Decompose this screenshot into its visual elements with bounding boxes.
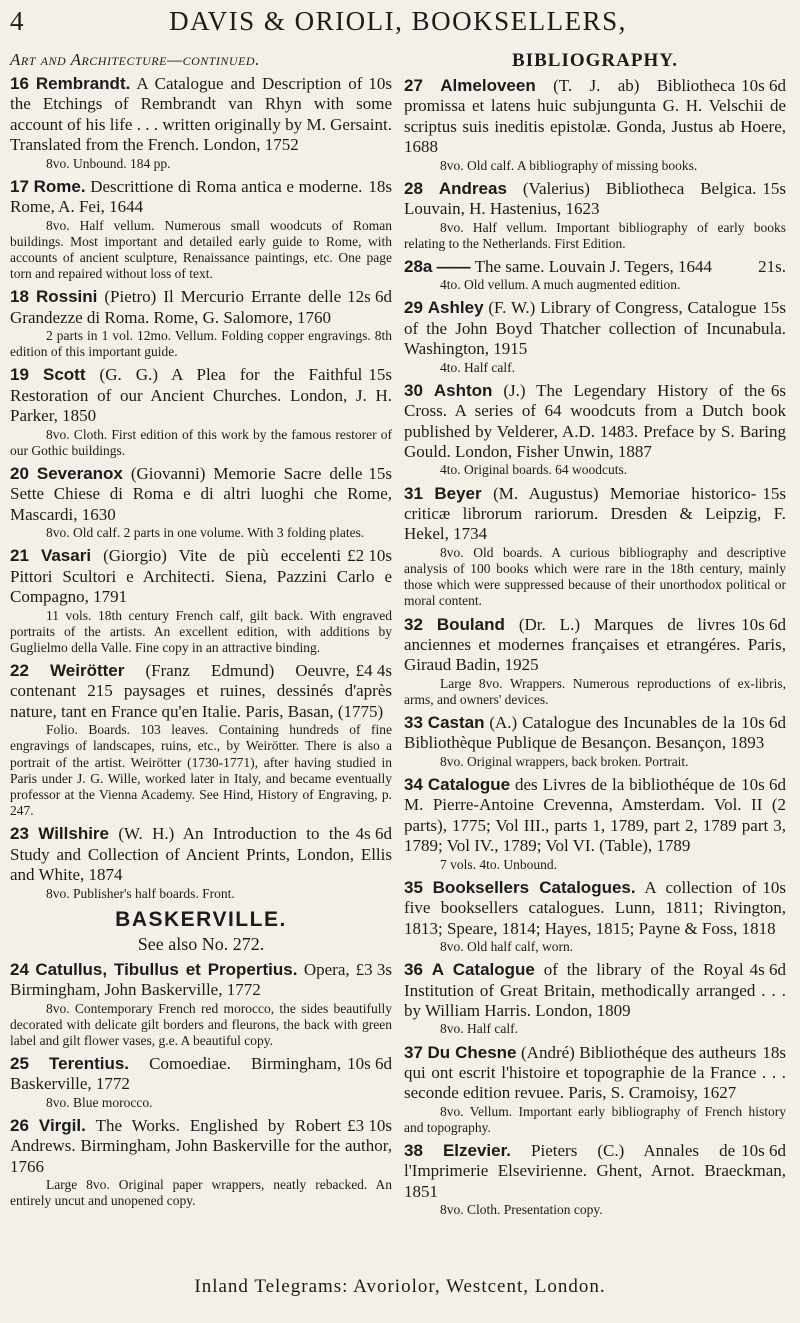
entry-number: 28a xyxy=(404,256,433,276)
entry-main xyxy=(10,177,392,218)
entry-key: Severanox xyxy=(36,463,123,483)
section-title-baskerville: BASKERVILLE. xyxy=(115,907,287,931)
entry-main xyxy=(10,464,392,525)
entry-key: Du Chesne xyxy=(427,1042,517,1062)
entry-note: 8vo. Publisher's half boards. Front. xyxy=(46,885,235,901)
catalogue-entry xyxy=(10,960,392,1049)
entry-note: 2 parts in 1 vol. 12mo. Vellum. Folding copper engravings. 8th edition of this important guide. xyxy=(10,328,392,360)
catalogue-entry xyxy=(10,1054,392,1111)
entry-text: (J.) The Legendary History of the Cross. A series of 64 woodcuts from a Dutch book published by Velderer, A.D. 1483. Preface by S. Baring Gould. London, Fisher Unwin, 1887 xyxy=(404,380,786,462)
entry-main xyxy=(10,74,392,156)
entry-number: 33 xyxy=(404,713,423,733)
entry-main xyxy=(404,381,786,463)
entry-note: Large 8vo. Original paper wrappers, neatly rebacked. An entirely uncut and unopened copy. xyxy=(10,1177,392,1209)
entry-text: Comoediae. Birmingham, Baskerville, 1772 xyxy=(10,1054,342,1094)
catalogue-entry xyxy=(404,775,786,873)
entry-price: 10s 6d xyxy=(741,76,786,95)
entry-price: £2 10s xyxy=(347,546,392,566)
entry-price: 10s xyxy=(368,74,392,93)
entry-note: 8vo. Old calf. 2 parts in one volume. With 3 folding plates. xyxy=(46,525,365,541)
catalogue-entry xyxy=(404,878,786,955)
entry-price: 15s xyxy=(762,298,786,318)
left-column-heading: Art and Architecture—continued. xyxy=(10,50,260,69)
entry-main xyxy=(404,615,786,676)
entry-text: (W. H.) An Introduction to the Study and Collection of Ancient Prints, London, Ellis and White, 1874 xyxy=(10,824,392,885)
entry-key: Virgil. xyxy=(38,1116,86,1136)
entry-key: Ashton xyxy=(433,380,493,400)
entry-note: 11 vols. 18th century French calf, gilt back. With engraved portraits of the artists. An excellent edition, with additions by Guglielmo della Valle. Fine copy in an attractive binding. xyxy=(10,607,392,655)
entry-key: Rome. xyxy=(33,176,86,196)
entry-key: Catullus, Tibullus et Propertius. xyxy=(35,959,298,979)
entry-main xyxy=(404,298,786,359)
entry-text: The Works. Englished by Robert Andrews. Birmingham, John Baskerville for the author, 1766 xyxy=(10,1116,392,1176)
entry-number: 24 xyxy=(10,959,29,979)
entry-key: Rembrandt. xyxy=(35,74,131,93)
entry-price: 10s xyxy=(762,877,786,897)
catalogue-entry xyxy=(10,464,392,541)
entry-number: 26 xyxy=(10,1116,29,1136)
entry-note: 8vo. Cloth. First edition of this work by the famous restorer of our Gothic buildings. xyxy=(10,426,392,458)
entry-number: 22 xyxy=(10,661,29,681)
entry-key: Andreas xyxy=(438,178,507,198)
entry-key: —— xyxy=(436,256,471,276)
entry-price: 18s xyxy=(368,176,392,196)
entry-note: 8vo. Half vellum. Important bibliography of early books relating to the Netherlands. First Edition. xyxy=(404,219,786,251)
catalogue-entry xyxy=(404,381,786,479)
catalogue-entry xyxy=(404,1043,786,1137)
entry-text: (T. J. ab) Bibliotheca promissa et latens huic subjungunta G. H. Velschii de scriptus suis ineditis epistolæ. Gonda, Justus ab Hoere, 1688 xyxy=(404,76,786,157)
entry-number: 29 xyxy=(404,298,423,318)
entry-text: Pieters (C.) Annales de l'Imprimerie Elsevirienne. Ghent, Arnot. Braeckman, 1851 xyxy=(404,1141,786,1201)
entry-main xyxy=(404,257,786,277)
entry-number: 32 xyxy=(404,614,423,634)
catalogue-entry xyxy=(404,76,786,174)
entry-main xyxy=(404,76,786,158)
entry-price: 15s xyxy=(368,463,392,483)
entry-price: 21s. xyxy=(758,256,786,276)
entry-price: £3 10s xyxy=(347,1116,392,1136)
entry-number: 38 xyxy=(404,1141,423,1161)
entry-main xyxy=(404,960,786,1021)
entry-number: 19 xyxy=(10,365,29,385)
entry-key: Scott xyxy=(42,365,86,385)
entry-text: Descrittione di Roma antica e moderne. Rome, A. Fei, 1644 xyxy=(10,176,363,217)
entry-main xyxy=(10,1054,392,1095)
entry-text: Opera, Birmingham, John Baskerville, 1772 xyxy=(10,959,350,1000)
entry-text: A Catalogue and Description of the Etchings of Rembrandt van Rhyn with some account of his life . . . written originally by M. Gersaint. Translated from the French. London, 1752 xyxy=(10,74,392,155)
see-also-note: See also No. 272. xyxy=(137,933,265,954)
entry-main xyxy=(404,179,786,220)
entry-price: 15s xyxy=(762,178,786,198)
entry-number: 23 xyxy=(10,824,29,844)
running-title: DAVIS & ORIOLI, BOOKSELLERS, xyxy=(169,6,627,36)
entry-text: (Dr. L.) Marques de livres anciennes et modernes françaises et etrangéres. Paris, Giraud Badin, 1925 xyxy=(404,614,786,675)
entry-number: 34 xyxy=(404,775,423,795)
catalogue-entry xyxy=(404,484,786,610)
entry-price: 15s xyxy=(762,483,786,503)
entry-note: 8vo. Original wrappers, back broken. Portrait. xyxy=(440,753,689,769)
entry-text: of the library of the Royal Institution of Great Britain, methodically arranged . . . by William Harris. London, 1809 xyxy=(404,960,786,1020)
entry-main xyxy=(10,287,392,328)
catalogue-entry xyxy=(404,1141,786,1218)
right-column-heading: BIBLIOGRAPHY. xyxy=(512,50,678,71)
entry-main xyxy=(10,365,392,426)
entry-price: 10s 6d xyxy=(741,713,786,733)
entry-key: Ashley xyxy=(427,298,484,318)
entry-price: 10s 6d xyxy=(741,775,786,795)
entry-note: Folio. Boards. 103 leaves. Containing hundreds of fine engravings of landscapes, ruins, etc., by Weirötter. There is also a portrait of the artist. Weirötter (1730-1771), after having studied in Paris under J. G. Wille, worked later in Italy, and became eventually professor at the Vienna Academy. See Hind, History of Engraving, p. 247. xyxy=(10,722,392,819)
entry-number: 28 xyxy=(404,178,423,198)
entry-key: A Catalogue xyxy=(431,960,535,980)
left-entries-baskerville xyxy=(10,960,392,1210)
entry-note: Large 8vo. Wrappers. Numerous reproductions of ex-libris, arms, and owners' devices. xyxy=(404,675,786,707)
entry-text: des Livres de la bibliothéque de M. Pierre-Antoine Crevenna, Amsterdam. Vol. II (2 parts), 1775; Vol III., parts 1, 1789, part 2, 1789 part 3, 1789; Vol IV., 1789; Vol VI. (Table), 1789 xyxy=(404,775,786,856)
entry-text: (F. W.) Library of Congress, Catalogue of the John Boyd Thatcher collection of Incunabula. Washington, 1915 xyxy=(404,298,786,359)
entry-note: 4to. Old vellum. A much augmented edition. xyxy=(440,277,681,293)
running-head xyxy=(10,6,786,46)
entry-key: Willshire xyxy=(38,824,109,844)
entry-key: Booksellers Catalogues. xyxy=(432,877,636,897)
entry-number: 17 xyxy=(10,176,29,196)
entry-number: 35 xyxy=(404,877,423,897)
entry-price: 4s 6d xyxy=(355,824,392,844)
catalogue-entry xyxy=(404,960,786,1037)
entry-price: 10s 6d xyxy=(741,614,786,634)
entry-text: (A.) Catalogue des Incunables de la Bibliothèque Publique de Besançon. Besançon, 1893 xyxy=(404,713,765,753)
catalogue-entry xyxy=(10,546,392,656)
entry-price: 15s xyxy=(368,365,392,385)
page-number: 4 xyxy=(10,6,25,36)
entry-note: 7 vols. 4to. Unbound. xyxy=(440,856,558,872)
entry-number: 18 xyxy=(10,287,29,307)
entry-number: 30 xyxy=(404,380,423,400)
catalogue-entry xyxy=(10,1116,392,1210)
entry-price: £4 4s xyxy=(355,661,392,681)
entry-key: Almeloveen xyxy=(440,76,536,95)
entry-key: Beyer xyxy=(434,483,482,503)
entry-main xyxy=(10,1116,392,1177)
entry-number: 31 xyxy=(404,483,423,503)
catalogue-entry xyxy=(404,257,786,294)
entry-note: 4to. Original boards. 64 woodcuts. xyxy=(440,462,628,478)
entry-text: (André) Bibliothéque des autheurs qui ont escrit l'histoire et topographie de la France . . . seconde edition revuee. Paris, S. Cramoisy, 1627 xyxy=(404,1042,786,1103)
entry-note: 4to. Half calf. xyxy=(440,359,515,375)
entry-key: Weirötter xyxy=(50,661,125,681)
catalogue-entry xyxy=(404,615,786,709)
catalogue-entry xyxy=(404,713,786,770)
entry-price: 4s 6d xyxy=(749,960,786,980)
entry-note: 8vo. Old half calf, worn. xyxy=(440,938,574,954)
entry-key: Vasari xyxy=(40,546,92,566)
entry-key: Bouland xyxy=(436,614,505,634)
entry-number: 25 xyxy=(10,1054,29,1074)
entry-number: 27 xyxy=(404,76,423,95)
entry-price: 18s xyxy=(762,1042,786,1062)
entry-text: (Pietro) Il Mercurio Errante delle Grandezze di Roma. Rome, G. Salomore, 1760 xyxy=(10,287,342,327)
entry-number: 16 xyxy=(10,74,29,93)
left-entries-art xyxy=(10,74,392,902)
entry-note: 8vo. Contemporary French red morocco, the sides beautifully decorated with delicate gilt borders and fleurons, the back with green label and gilt flower vases, g.e. A beautiful copy. xyxy=(10,1000,392,1048)
entry-note: 8vo. Half vellum. Numerous small woodcuts of Roman buildings. Most important and detailed early guide to Rome, with accounts of ancient sculpture, Renaissance paintings, etc. One page torn and repaired without loss of text. xyxy=(10,217,392,282)
entry-note: 8vo. Unbound. 184 pp. xyxy=(46,155,171,171)
entry-price: 6s xyxy=(770,380,786,400)
catalogue-entry xyxy=(10,74,392,172)
entry-main xyxy=(404,1043,786,1104)
entry-text: (Valerius) Bibliotheca Belgica. Louvain, H. Hastenius, 1623 xyxy=(404,178,757,219)
entry-text: A collection of five booksellers catalogues. Lunn, 1811; Rivington, 1813; Speare, 1814; Hayes, 1815; Payne & Foss, 1818 xyxy=(404,877,786,938)
entry-key: Catalogue xyxy=(427,775,511,795)
entry-main xyxy=(10,960,392,1001)
entry-number: 36 xyxy=(404,960,423,980)
entry-number: 20 xyxy=(10,463,29,483)
catalogue-entry xyxy=(404,179,786,252)
entry-text: (M. Augustus) Memoriae historico-criticæ librorum rariorum. Dresden & Leipzig, F. Hekel, 1734 xyxy=(404,483,786,544)
entry-price: 12s 6d xyxy=(347,287,392,307)
entry-main xyxy=(404,878,786,939)
entry-text: (Giovanni) Memorie Sacre delle Sette Chiese di Roma e di altri luoghi che Rome, Mascardi, 1630 xyxy=(10,463,392,524)
entry-text: The same. Louvain J. Tegers, 1644 xyxy=(474,256,712,276)
entry-key: Rossini xyxy=(35,287,98,307)
entry-note: 8vo. Vellum. Important early bibliography of French history and topography. xyxy=(404,1103,786,1135)
entry-main xyxy=(404,775,786,857)
catalogue-entry xyxy=(10,661,392,819)
catalogue-entry xyxy=(10,287,392,360)
entry-note: 8vo. Blue morocco. xyxy=(46,1094,153,1110)
entry-main xyxy=(10,824,392,885)
entry-note: 8vo. Old calf. A bibliography of missing books. xyxy=(440,157,698,173)
entry-main xyxy=(10,661,392,722)
entry-main xyxy=(404,713,786,754)
entry-main xyxy=(404,1141,786,1202)
entry-note: 8vo. Cloth. Presentation copy. xyxy=(440,1202,603,1218)
entry-price: 10s 6d xyxy=(347,1054,392,1074)
entry-key: Elzevier. xyxy=(442,1141,512,1161)
entry-price: £3 3s xyxy=(355,959,392,979)
left-column xyxy=(10,46,392,1223)
entry-note: 8vo. Half calf. xyxy=(440,1021,518,1037)
two-column-body xyxy=(10,46,786,1223)
entry-main xyxy=(404,484,786,545)
entry-number: 21 xyxy=(10,546,29,566)
right-entries-bibliography xyxy=(404,76,786,1218)
entry-text: (G. G.) A Plea for the Faithful Restoration of our Ancient Churches. London, J. H. Parker, 1850 xyxy=(10,365,392,426)
entry-main xyxy=(10,546,392,607)
entry-note: 8vo. Old boards. A curious bibliography and descriptive analysis of 100 books which were rare in the 18th century, mainly those which were suppressed because of their unorthodox political or moral content. xyxy=(404,544,786,609)
catalogue-entry xyxy=(10,365,392,459)
entry-key: Castan xyxy=(427,713,485,733)
right-column xyxy=(404,46,786,1223)
catalogue-entry xyxy=(10,177,392,283)
entry-number: 37 xyxy=(404,1042,423,1062)
entry-key: Terentius. xyxy=(49,1054,130,1074)
entry-text: (Franz Edmund) Oeuvre, contenant 215 paysages et ruines, dessinés d'après nature, tant en France qu'en Italie. Paris, Basan, (1775) xyxy=(10,661,392,721)
catalogue-entry xyxy=(10,824,392,901)
telegram-footer: Inland Telegrams: Avoriolor, Westcent, London. xyxy=(194,1276,606,1297)
entry-text: (Giorgio) Vite de più eccelenti Pittori Scultori e Architecti. Siena, Pazzini Carlo e Compagno, 1791 xyxy=(10,546,392,607)
entry-price: 10s 6d xyxy=(741,1141,786,1161)
catalogue-entry xyxy=(404,298,786,375)
